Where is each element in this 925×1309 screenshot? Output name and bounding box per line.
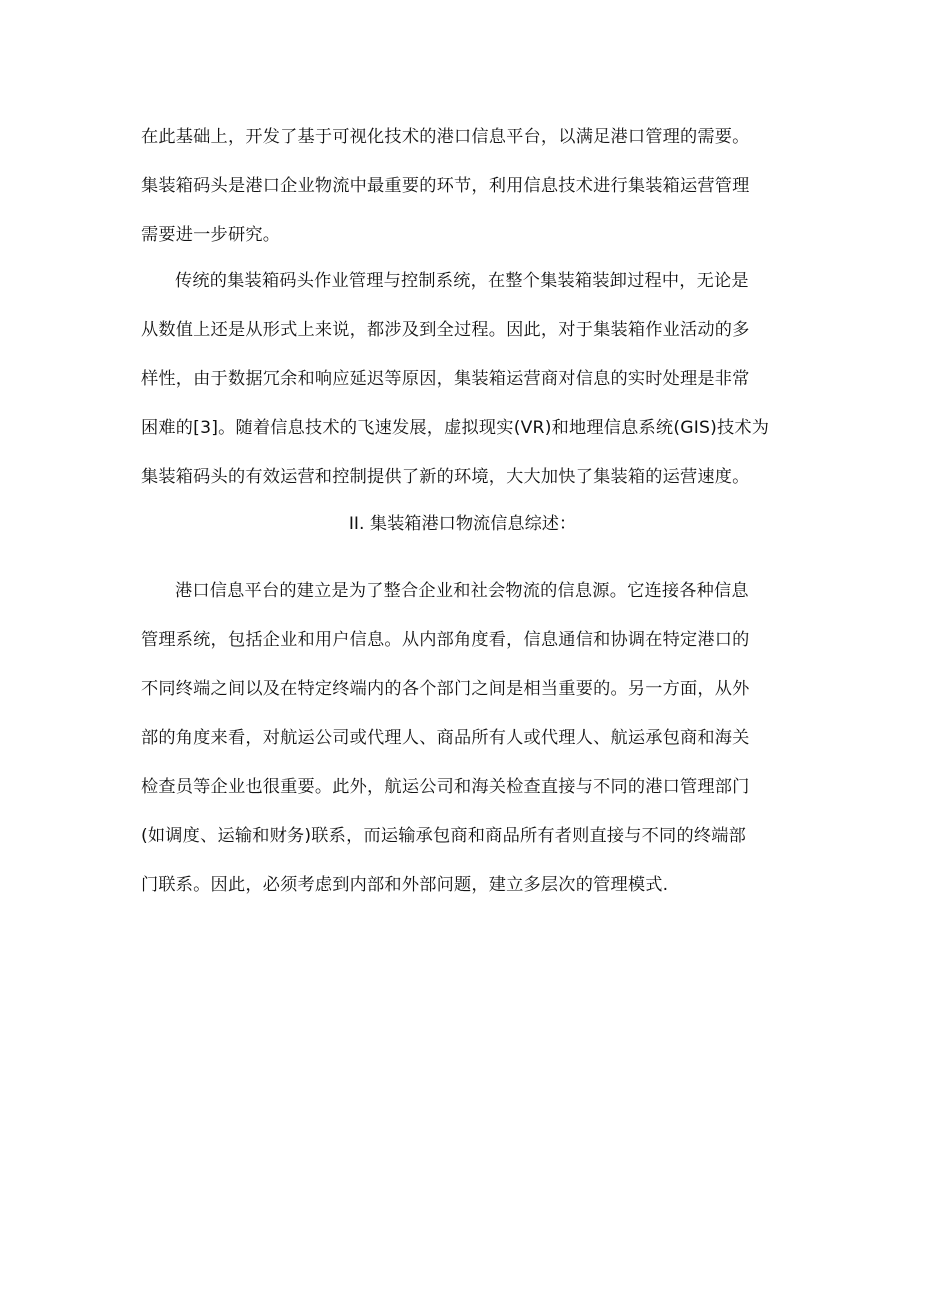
paragraph-3-line-2: 管理系统，包括企业和用户信息。从内部角度看，信息通信和协调在特定港口的 (141, 630, 750, 650)
paragraph-1-line-3: 需要进一步研究。 (141, 225, 281, 245)
paragraph-3-line-3: 不同终端之间以及在特定终端内的各个部门之间是相当重要的。另一方面，从外 (141, 679, 750, 699)
paragraph-3-line-7: 门联系。因此，必须考虑到内部和外部问题，建立多层次的管理模式. (141, 875, 669, 895)
paragraph-3-line-6: (如调度、运输和财务)联系，而运输承包商和商品所有者则直接与不同的终端部 (141, 826, 746, 846)
paragraph-2-line-5: 集装箱码头的有效运营和控制提供了新的环境，大大加快了集装箱的运营速度。 (141, 467, 750, 487)
paragraph-2-line-1: 传统的集装箱码头作业管理与控制系统，在整个集装箱装卸过程中，无论是 (175, 271, 749, 291)
paragraph-1-line-2: 集装箱码头是港口企业物流中最重要的环节，利用信息技术进行集装箱运营管理 (141, 176, 750, 196)
paragraph-3-line-5: 检查员等企业也很重要。此外，航运公司和海关检查直接与不同的港口管理部门 (141, 777, 750, 797)
paragraph-1-line-1: 在此基础上，开发了基于可视化技术的港口信息平台，以满足港口管理的需要。 (141, 127, 750, 147)
paragraph-2-line-2: 从数值上还是从形式上来说，都涉及到全过程。因此，对于集装箱作业活动的多 (141, 320, 750, 340)
paragraph-2-line-3: 样性，由于数据冗余和响应延迟等原因，集装箱运营商对信息的实时处理是非常 (141, 369, 750, 389)
paragraph-3-line-4: 部的角度来看，对航运公司或代理人、商品所有人或代理人、航运承包商和海关 (141, 728, 750, 748)
paragraph-2-line-4: 困难的[3]。随着信息技术的飞速发展，虚拟现实(VR)和地理信息系统(GIS)技术为 (141, 418, 770, 438)
paragraph-3-line-1: 港口信息平台的建立是为了整合企业和社会物流的信息源。它连接各种信息 (175, 581, 749, 601)
section-heading: II. 集装箱港口物流信息综述： (348, 514, 577, 534)
